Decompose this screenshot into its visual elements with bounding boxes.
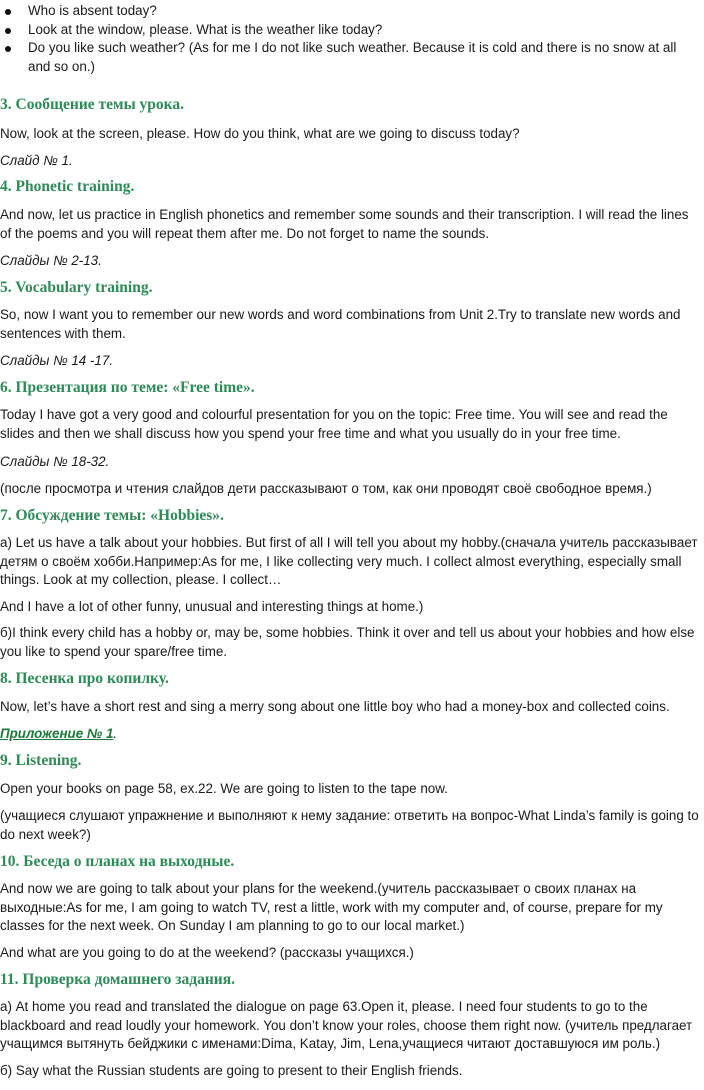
section-heading-hobbies: 7. Обсуждение темы: «Hobbies».: [0, 507, 224, 524]
slide-reference: Слайды № 18-32.: [0, 454, 110, 469]
appendix-reference: [0, 725, 700, 744]
section-heading-presentation: 6. Презентация по теме: «Free time».: [0, 379, 255, 396]
slide-reference: Слайд № 1.: [0, 153, 73, 168]
intro-questions-list: [0, 2, 700, 76]
section-text: And now, let us practice in English phonetics and remember some sounds and their transcription. I will read the lines of the poems and you will repeat them after me. Do not forget to name the sounds.: [0, 207, 689, 241]
section-text: Now, let’s have a short rest and sing a merry song about one little boy who had a money-box and collected coins.: [0, 699, 670, 714]
list-item: Who is absent today?: [0, 2, 700, 21]
section-heading-listening: 9. Listening.: [0, 752, 82, 769]
section-text: Today I have got a very good and colourful presentation for you on the topic: Free time. You will see and read the slides and then we shall discuss how you spend your free time and what you usually do in your free time.: [0, 407, 668, 441]
section-note: (учащиеся слушают упражнение и выполняют к нему задание: ответить на вопрос-What Linda’s family is going to do next week?): [0, 808, 699, 842]
list-item: Do you like such weather? (As for me I do not like such weather. Because it is cold and there is no snow at all and so on.): [0, 39, 700, 76]
section-heading-homework: 11. Проверка домашнего задания.: [0, 971, 235, 988]
section-heading-weekend: 10. Беседа о планах на выходные.: [0, 853, 235, 870]
section-text: So, now I want you to remember our new words and word combinations from Unit 2.Try to translate new words and sentences with them.: [0, 307, 681, 341]
appendix-link-punct: .: [113, 726, 118, 741]
section-text: And what are you going to do at the weekend? (рассказы учащихся.): [0, 945, 414, 960]
section-heading-song: 8. Песенка про копилку.: [0, 670, 169, 687]
section-text: And now we are going to talk about your plans for the weekend.(учитель рассказывает о своих планах на выходные:As for me, I am going to watch TV, rest a little, work with my computer and, of course, prepare for my classes for the next week. On Sunday I am planning to go to our local market.): [0, 881, 663, 933]
section-heading-phonetic: 4. Phonetic training.: [0, 178, 135, 195]
section-text: б)I think every child has a hobby or, may be, some hobbies. Think it over and tell us about your hobbies and how else you like to spend your spare/free time.: [0, 625, 695, 659]
section-heading-vocabulary: 5. Vocabulary training.: [0, 279, 153, 296]
section-heading-topic: 3. Сообщение темы урока.: [0, 96, 184, 113]
section-text: а) Let us have a talk about your hobbies. But first of all I will tell you about my hobby.(сначала учитель рассказывает детям о своём хобби.Например:As for me, I like collecting very much. I collect almost everything, especially small things. Look at my collection, please. I collect…: [0, 535, 698, 587]
section-text: б) Say what the Russian students are going to present to their English friends.: [0, 1063, 463, 1078]
slide-reference: Слайды № 2-13.: [0, 253, 102, 268]
section-text: а) At home you read and translated the dialogue on page 63.Open it, please. I need four students to go to the blackboard and read loudly your homework. You don’t know your roles, choose them right now. (учитель предлагает учащимся вытянуть бейджики с именами:Dima, Katay, Jim, Lena,учащиеся читают доставшуюся им роль.): [0, 999, 693, 1051]
section-note: (после просмотра и чтения слайдов дети рассказывают о том, как они проводят своё свободное время.): [0, 481, 652, 496]
section-text: And I have a lot of other funny, unusual and interesting things at home.): [0, 599, 424, 614]
section-text: Open your books on page 58, ex.22. We are going to listen to the tape now.: [0, 781, 448, 796]
list-item: Look at the window, please. What is the weather like today?: [0, 21, 700, 40]
slide-reference: Слайды № 14 -17.: [0, 353, 114, 368]
appendix-link[interactable]: Приложение № 1: [0, 726, 114, 741]
section-text: Now, look at the screen, please. How do you think, what are we going to discuss today?: [0, 126, 520, 141]
